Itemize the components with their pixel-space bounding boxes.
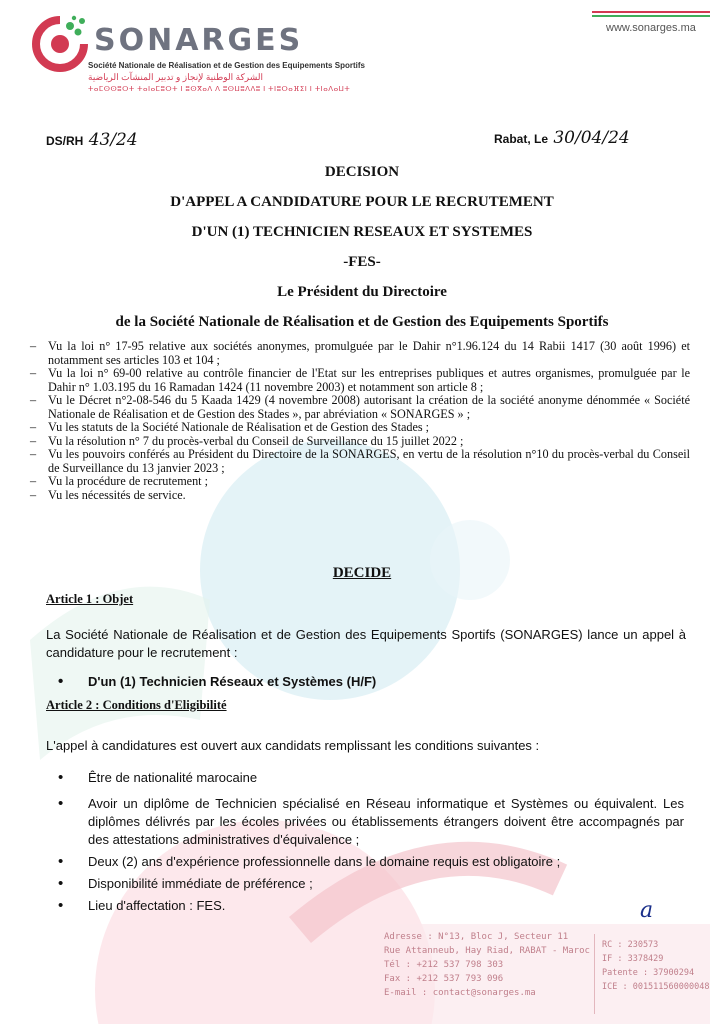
visa-item: – Vu la loi n° 17-95 relative aux sociétés anonymes, promulguée par le Dahir n°1.96.124 du 14 Rabii 1417 (30 août 1996) et notamment ses articles 103 et 104 ; [30,340,690,367]
logo-mark-icon [30,14,90,74]
title-ville: -FES- [343,254,381,270]
title-societe: de la Société Nationale de Réalisation et de Gestion des Equipements Sportifs [115,314,609,330]
condition-item: • Avoir un diplôme de Technicien spécialisé en Réseau informatique et Systèmes ou équivalent. Les diplômes délivrés par les écoles privées ou établissements étrangers doivent être accompagnés par des attestations administratives d'équivalence ; [58,795,684,849]
article-1-title: Article 1 : Objet [46,592,134,606]
article-1-bullets [58,673,684,691]
document-date [494,128,630,148]
footer-company-ids [602,938,709,994]
visa-item: – Vu la loi n° 69-00 relative au contrôle financier de l'Etat sur les entreprises publiques et autres organismes, promulguée par le Dahir n° 1.03.195 du 16 Ramadan 1424 (11 novembre 2003) et notamment son article 8 ; [30,367,690,394]
visa-item: – Vu le Décret n°2-08-546 du 5 Kaada 1429 (4 novembre 2008) autorisant la création de la société anonyme dénommée « Société Nationale de Réalisation et de Gestion des Stades », par abréviation « SONARGES » ; [30,394,690,421]
brand-subtitle-ar: الشركة الوطنية لإنجاز و تدبير المنشآت الرياضية [88,72,264,82]
condition-item: • Être de nationalité marocaine [58,769,684,787]
website-link[interactable]: www.sonarges.ma [606,22,696,34]
sonarges-logo [30,12,365,93]
footer-patente: Patente : 37900294 [602,968,695,978]
visa-item: – Vu la procédure de recrutement ; [30,475,690,489]
condition-item: • Deux (2) ans d'expérience professionnelle dans le domaine requis est obligatoire ; [58,853,684,871]
reference-handwritten: 43/24 [88,130,138,150]
brand-subtitle-tifinagh: ⵜⴰⵎⵙⵙⵓⵔⵜ ⵜⴰⵏⴰⵎⵓⵔⵜ ⵏ ⵓⵙⴳⴰⴷ ⴷ ⵓⵙⵡⵓⴷⴷⵓ ⵏ ⵜⵏⵓⵔⴰⴼⵉⵏ ⵏ ⵜⵏⴰⴷⴰⵡⵜ [88,86,351,93]
article-1-bullet: • D'un (1) Technicien Réseaux et Systèmes (H/F) [58,673,684,691]
visa-item: – Vu les statuts de la Société Nationale de Réalisation et de Gestion des Stades ; [30,421,690,435]
brand-subtitle-fr: Société Nationale de Réalisation et de Gestion des Equipements Sportifs [88,61,365,70]
flag-stripe [592,11,710,19]
signature-initial: a [640,898,654,923]
footer-fax: Fax : +212 537 793 096 [384,974,504,984]
reference-number [46,130,138,150]
document-titles [0,160,724,340]
footer-ice: ICE : 001511560000048 [602,982,710,992]
decide-heading: DECIDE [332,565,392,581]
article-2-title: Article 2 : Conditions d'Eligibilité [46,698,227,712]
visas-list [30,340,690,502]
footer-address-line: Adresse : N°13, Bloc J, Secteur 11 [384,932,569,942]
footer-contact [380,924,710,1024]
date-handwritten: 30/04/24 [553,128,630,148]
reference-label: DS/RH [46,134,84,148]
footer-phone: Tél : +212 537 798 303 [384,960,504,970]
title-poste: D'UN (1) TECHNICIEN RESEAUX ET SYSTEMES [191,224,533,240]
visa-item: – Vu la résolution n° 7 du procès-verbal du Conseil de Surveillance du 15 juillet 2022 ; [30,435,690,449]
condition-item: • Lieu d'affectation : FES. [58,897,684,915]
title-decision: DECISION [324,164,400,180]
footer-if: IF : 3378429 [602,954,664,964]
title-president: Le Président du Directoire [277,284,447,300]
footer-address [384,930,590,1000]
footer-email[interactable]: E-mail : contact@sonarges.ma [384,988,536,998]
article-2-intro: L'appel à candidatures est ouvert aux candidats remplissant les conditions suivantes : [46,738,540,753]
brand-name: SONARGES [94,23,304,58]
footer-divider [594,934,595,1014]
footer-address-line: Rue Attanneub, Hay Riad, RABAT - Maroc [384,946,590,956]
visa-item: – Vu les pouvoirs conférés au Président du Directoire de la SONARGES, en vertu de la résolution n°10 du procès-verbal du Conseil de Surveillance du 13 janvier 2023 ; [30,448,690,475]
date-label: Rabat, Le [494,132,549,146]
footer-rc: RC : 230573 [602,940,659,950]
article-1-text: La Société Nationale de Réalisation et de Gestion des Equipements Sportifs (SONARGES) lance un appel à candidature pour le recrutement : [46,627,686,660]
title-appel: D'APPEL A CANDIDATURE POUR LE RECRUTEMENT [170,194,554,210]
condition-item: • Disponibilité immédiate de préférence ; [58,875,684,893]
visa-item: – Vu les nécessités de service. [30,489,690,503]
article-2-bullets [58,769,684,915]
